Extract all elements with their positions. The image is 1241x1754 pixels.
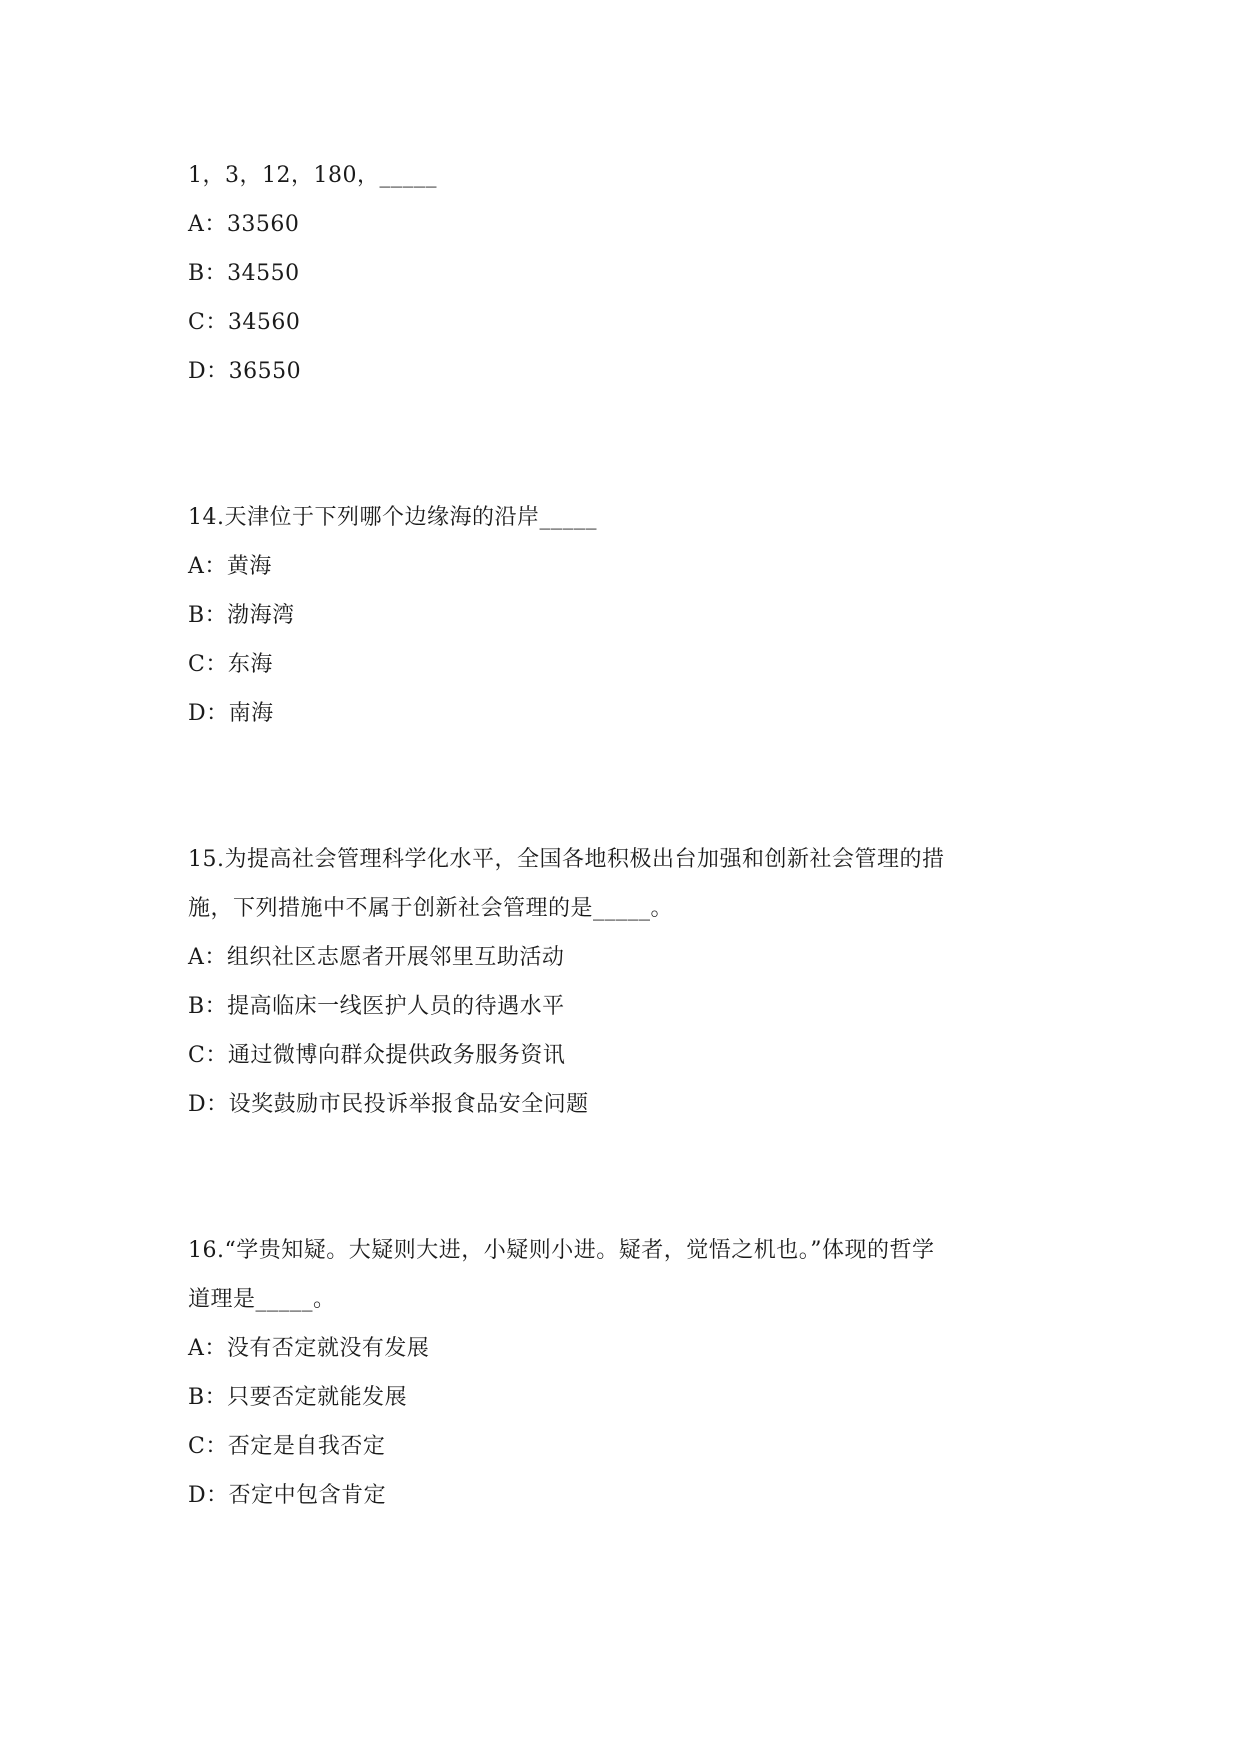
question-stem-line-1: 15.为提高社会管理科学化水平，全国各地积极出台加强和创新社会管理的措 <box>188 847 945 872</box>
option-b: B：渤海湾 <box>188 603 295 628</box>
question-stem-line-1: 16.“学贵知疑。大疑则大进，小疑则小进。疑者，觉悟之机也。”体现的哲学 <box>188 1238 935 1263</box>
question-stem-line-2: 道理是_____。 <box>188 1287 336 1312</box>
option-c: C：东海 <box>188 652 273 677</box>
question-stem-line-2: 施，下列措施中不属于创新社会管理的是_____。 <box>188 896 674 921</box>
option-d: D：否定中包含肯定 <box>188 1483 387 1508</box>
option-b: B：提高临床一线医护人员的待遇水平 <box>188 994 565 1019</box>
option-c: C：34560 <box>188 310 301 335</box>
option-b: B：34550 <box>188 261 300 286</box>
option-c: C：通过微博向群众提供政务服务资讯 <box>188 1043 566 1068</box>
option-a: A：没有否定就没有发展 <box>188 1336 430 1361</box>
question-stem: 14.天津位于下列哪个边缘海的沿岸_____ <box>188 505 597 530</box>
option-d: D：36550 <box>188 359 302 384</box>
option-c: C：否定是自我否定 <box>188 1434 386 1459</box>
option-d: D：南海 <box>188 701 274 726</box>
option-a: A：33560 <box>188 212 300 237</box>
option-a: A：组织社区志愿者开展邻里互助活动 <box>188 945 565 970</box>
option-b: B：只要否定就能发展 <box>188 1385 408 1410</box>
option-d: D：设奖鼓励市民投诉举报食品安全问题 <box>188 1092 589 1117</box>
option-a: A：黄海 <box>188 554 272 579</box>
question-stem: 1，3，12，180，_____ <box>188 163 437 188</box>
